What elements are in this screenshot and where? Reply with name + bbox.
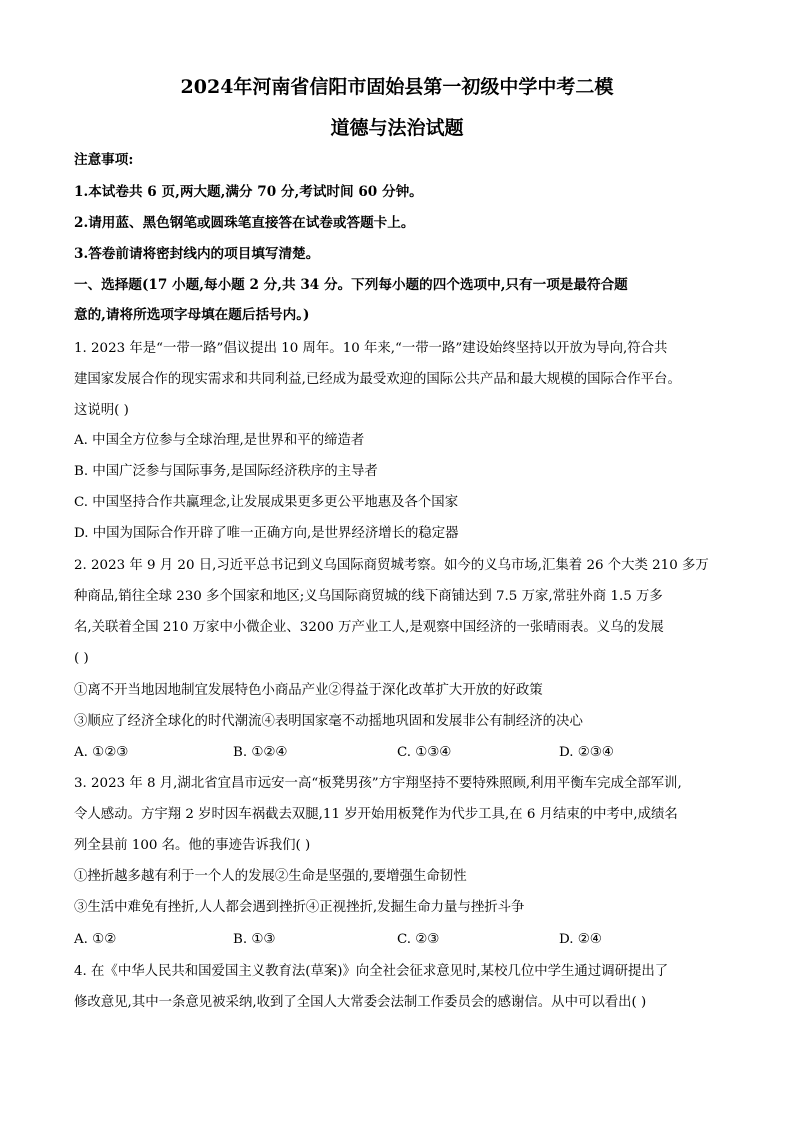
q3-statement: ③生活中难免有挫折,人人都会遇到挫折④正视挫折,发掘生命力量与挫折斗争: [74, 900, 525, 915]
q2-option-a: A. ①②③: [74, 745, 129, 760]
q2-answer-bracket: ( ): [74, 651, 89, 666]
q2-option-b: B. ①②④: [233, 745, 288, 760]
q2-option-d: D. ②③④: [559, 745, 614, 760]
q1-option-c: C. 中国坚持合作共赢理念,让发展成果更多更公平地惠及各个国家: [74, 495, 459, 510]
q3-stem: 令人感动。方宇翔 2 岁时因车祸截去双腿,11 岁开始用板凳作为代步工具,在 6 月结束的中考中,成绩名: [74, 807, 678, 822]
q3-option-b: B. ①③: [233, 932, 276, 947]
q4-stem: 4. 在《中华人民共和国爱国主义教育法(草案)》向全社会征求意见时,某校几位中学生通过调研提出了: [74, 964, 669, 979]
q1-option-a: A. 中国全方位参与全球治理,是世界和平的缔造者: [74, 433, 365, 448]
note-item: 1.本试卷共 6 页,两大题,满分 70 分,考试时间 60 分钟。: [74, 184, 423, 200]
notes-heading: 注意事项:: [74, 152, 134, 168]
q2-statement: ③顺应了经济全球化的时代潮流④表明国家毫不动摇地巩固和发展非公有制经济的决心: [74, 714, 583, 729]
q3-option-c: C. ②③: [397, 932, 440, 947]
q1-option-b: B. 中国广泛参与国际事务,是国际经济秩序的主导者: [74, 464, 378, 479]
q2-stem: 2. 2023 年 9 月 20 日,习近平总书记到义乌国际商贸城考察。如今的义乌市场,汇集着 26 个大类 210 多万: [74, 558, 709, 573]
q2-stem: 种商品,销往全球 230 多个国家和地区;义乌国际商贸城的线下商铺达到 7.5 万家,常驻外商 1.5 万多: [74, 589, 663, 604]
q3-stem: 列全县前 100 名。他的事迹告诉我们( ): [74, 838, 311, 853]
q2-stem: 名,关联着全国 210 万家中小微企业、3200 万产业工人,是观察中国经济的一张晴雨表。义乌的发展: [74, 620, 664, 635]
note-item: 2.请用蓝、黑色钢笔或圆珠笔直接答在试卷或答题卡上。: [74, 215, 415, 231]
q1-stem: 1. 2023 年是“一带一路”倡议提出 10 周年。10 年来,“一带一路”建设始终坚持以开放为导向,符合共: [74, 341, 668, 356]
section-heading-cont: 意的,请将所选项字母填在题后括号内。): [74, 307, 310, 323]
exam-title: 2024年河南省信阳市固始县第一初级中学中考二模: [180, 76, 614, 98]
q2-option-c: C. ①③④: [397, 745, 452, 760]
exam-subject-title: 道德与法治试题: [330, 117, 464, 139]
q3-option-a: A. ①②: [74, 932, 117, 947]
q3-option-d: D. ②④: [559, 932, 602, 947]
q1-option-d: D. 中国为国际合作开辟了唯一正确方向,是世界经济增长的稳定器: [74, 526, 459, 541]
q3-stem: 3. 2023 年 8 月,湖北省宜昌市远安一高“板凳男孩”方宇翔坚持不要特殊照顾,利用平衡车完成全部军训,: [74, 776, 682, 791]
q1-stem: 建国家发展合作的现实需求和共同利益,已经成为最受欢迎的国际公共产品和最大规模的国际合作平台。: [74, 372, 681, 387]
note-item: 3.答卷前请将密封线内的项目填写清楚。: [74, 246, 320, 262]
q1-stem: 这说明( ): [74, 403, 129, 418]
q4-stem: 修改意见,其中一条意见被采纳,收到了全国人大常委会法制工作委员会的感谢信。从中可以看出( ): [74, 995, 647, 1010]
q2-statement: ①离不开当地因地制宜发展特色小商品产业②得益于深化改革扩大开放的好政策: [74, 683, 543, 698]
section-heading: 一、选择题(17 小题,每小题 2 分,共 34 分。下列每小题的四个选项中,只有一项是最符合题: [74, 277, 628, 293]
q3-statement: ①挫折越多越有利于一个人的发展②生命是坚强的,要增强生命韧性: [74, 869, 467, 884]
